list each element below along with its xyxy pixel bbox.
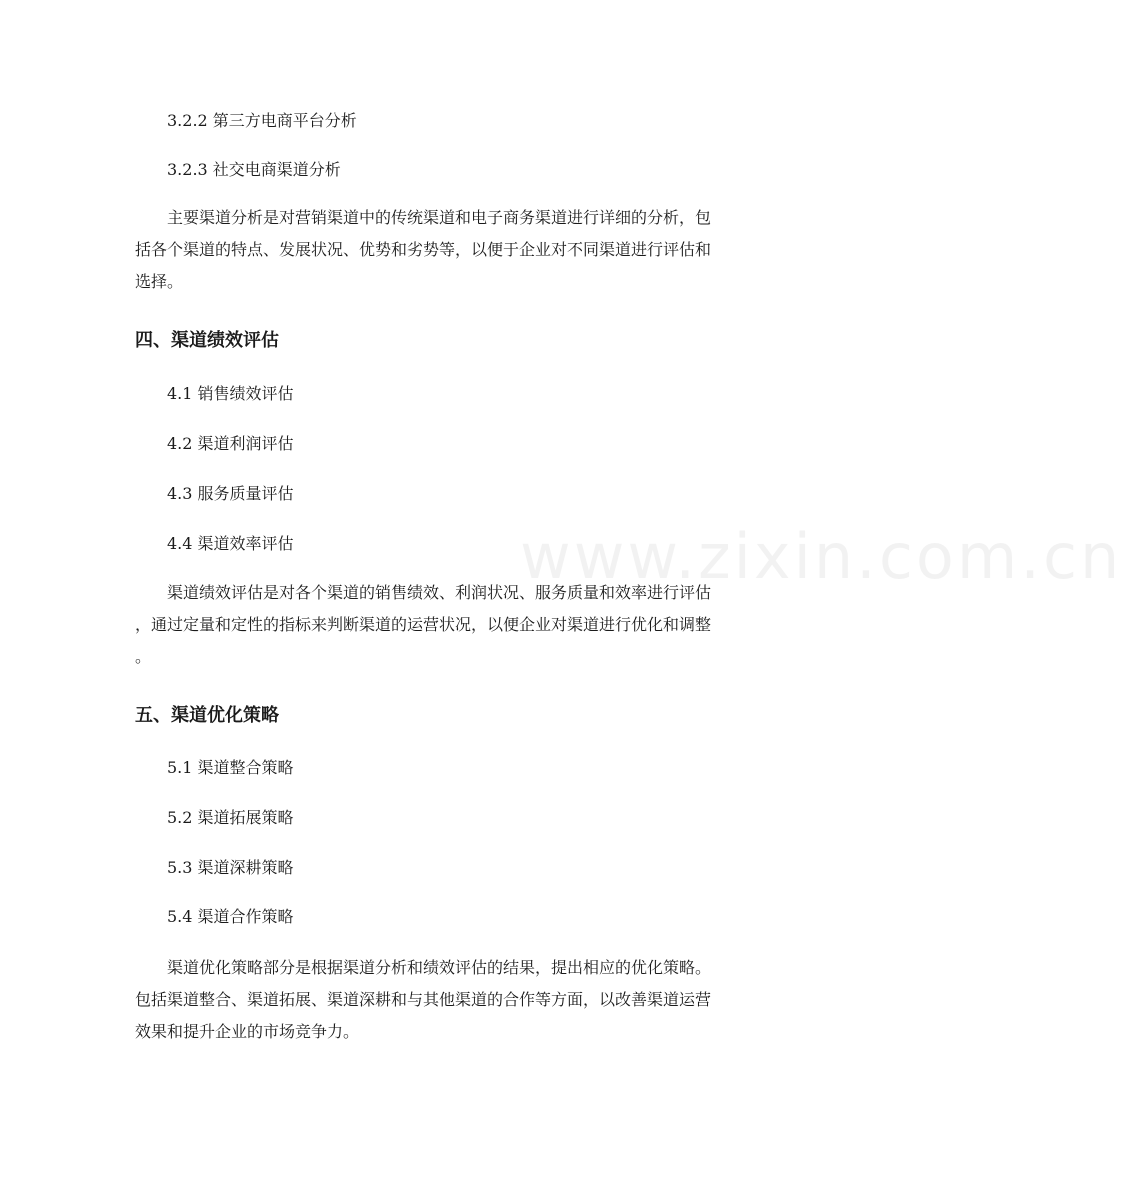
section5-heading: 五、渠道优化策略: [135, 705, 279, 726]
paragraph-line: ，通过定量和定性的指标来判断渠道的运营状况，以便企业对渠道进行优化和调整: [135, 615, 712, 634]
watermark: www.zixin.com.cn: [520, 520, 1122, 593]
paragraph-line: 渠道优化策略部分是根据渠道分析和绩效评估的结果，提出相应的优化策略。: [167, 958, 712, 977]
paragraph-line: 。: [135, 647, 152, 666]
paragraph-line: 主要渠道分析是对营销渠道中的传统渠道和电子商务渠道进行详细的分析，包: [167, 208, 712, 227]
subsection-4-3: 4.3 服务质量评估: [167, 484, 294, 503]
paragraph-line: 效果和提升企业的市场竞争力。: [135, 1022, 360, 1041]
subsection-5-1: 5.1 渠道整合策略: [167, 758, 294, 777]
subsection-3-2-3: 3.2.3 社交电商渠道分析: [167, 160, 341, 179]
subsection-4-4: 4.4 渠道效率评估: [167, 534, 294, 553]
paragraph-line: 选择。: [135, 272, 184, 291]
paragraph-line: 括各个渠道的特点、发展状况、优势和劣势等，以便于企业对不同渠道进行评估和: [135, 240, 712, 259]
subsection-5-4: 5.4 渠道合作策略: [167, 907, 294, 926]
subsection-5-2: 5.2 渠道拓展策略: [167, 808, 294, 827]
subsection-3-2-2: 3.2.2 第三方电商平台分析: [167, 111, 357, 130]
section4-heading: 四、渠道绩效评估: [135, 330, 279, 351]
subsection-5-3: 5.3 渠道深耕策略: [167, 858, 294, 877]
section3-paragraph: [135, 202, 785, 298]
subsection-4-2: 4.2 渠道利润评估: [167, 434, 294, 453]
paragraph-line: 渠道绩效评估是对各个渠道的销售绩效、利润状况、服务质量和效率进行评估: [167, 583, 712, 602]
section4-paragraph: [135, 577, 785, 673]
section5-paragraph: [135, 952, 785, 1048]
subsection-4-1: 4.1 销售绩效评估: [167, 384, 294, 403]
paragraph-line: 包括渠道整合、渠道拓展、渠道深耕和与其他渠道的合作等方面，以改善渠道运营: [135, 990, 712, 1009]
